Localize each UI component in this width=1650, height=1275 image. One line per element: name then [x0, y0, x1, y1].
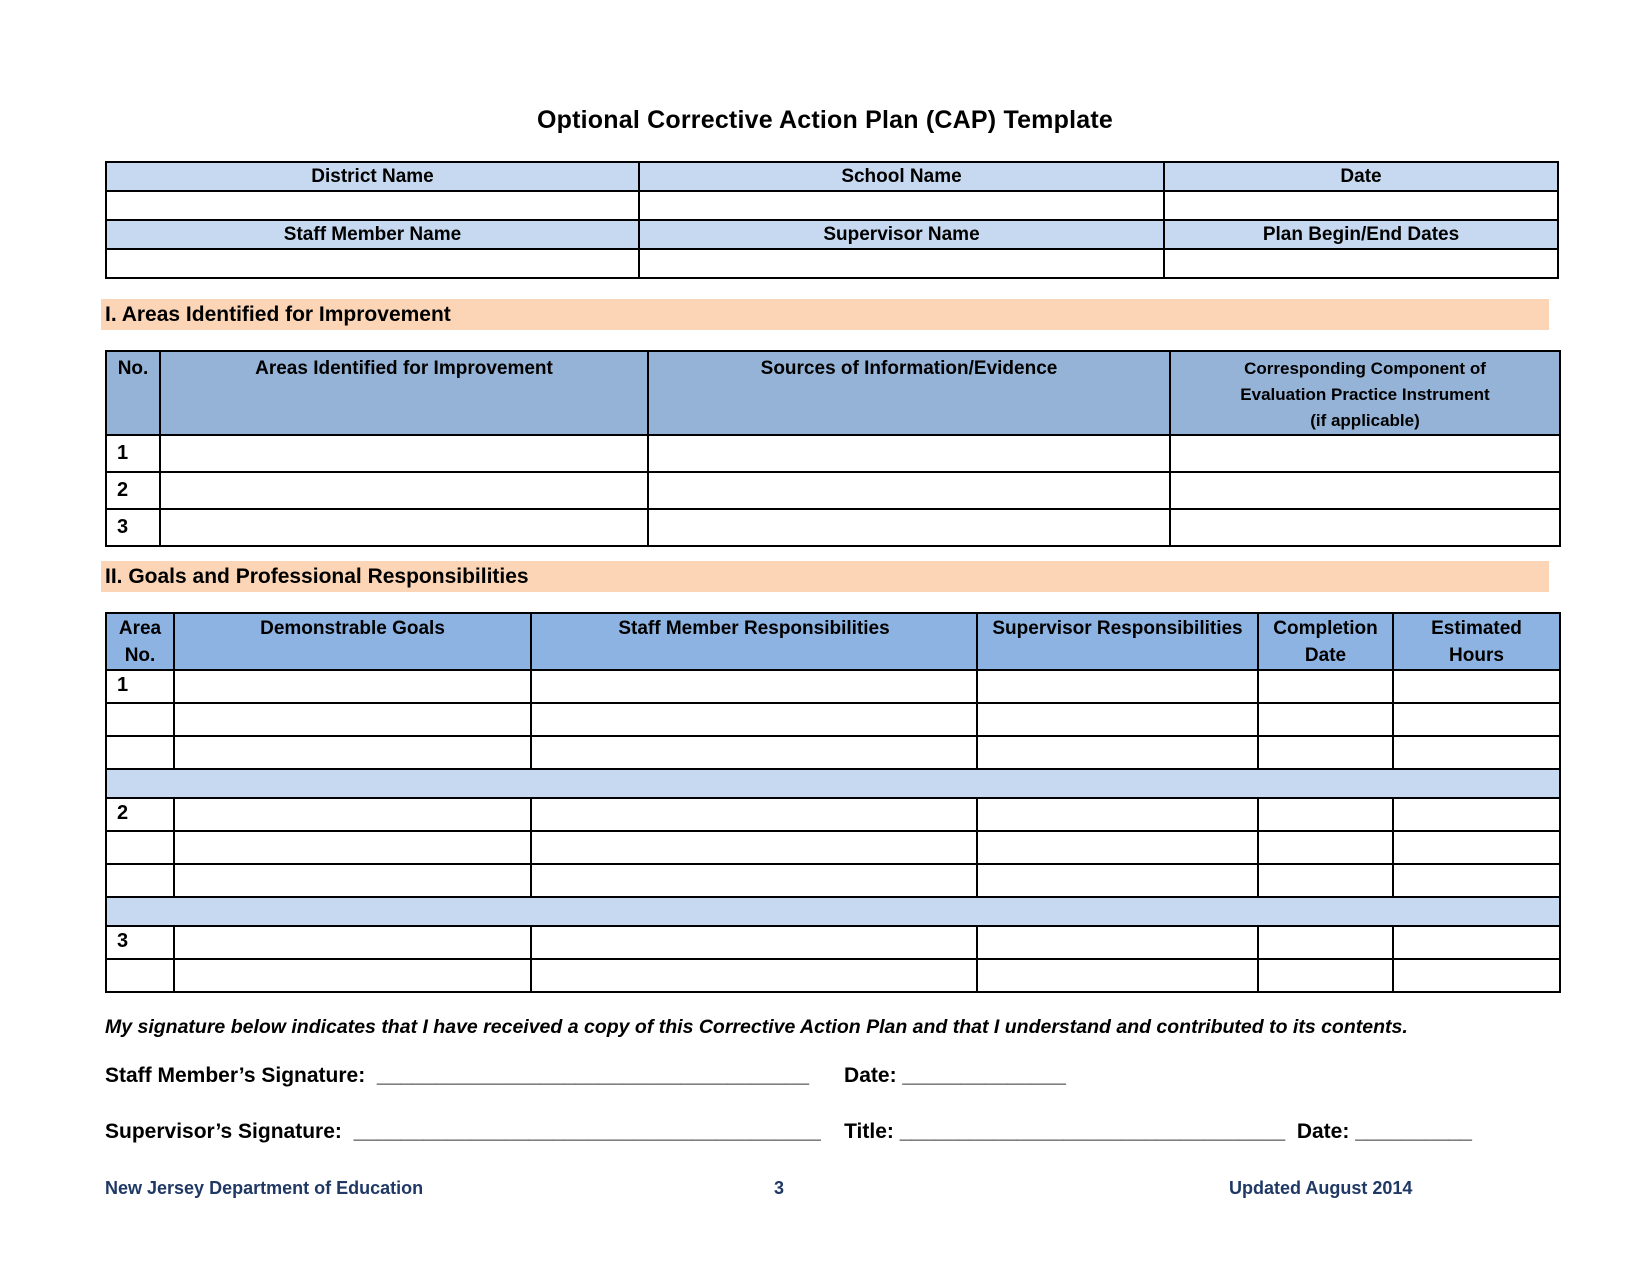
staff-responsibility-cell[interactable] [531, 926, 977, 959]
estimated-hours-column-header [1393, 613, 1560, 670]
goals-header-row [106, 613, 1560, 670]
area-no-column-header [106, 613, 174, 670]
info-header-row-1 [106, 162, 1558, 191]
date-field[interactable] [1164, 191, 1558, 220]
area-cell[interactable] [160, 472, 648, 509]
estimated-hours-cell[interactable] [1393, 798, 1560, 831]
row-number: 2 [106, 472, 160, 509]
goal-cell[interactable] [174, 926, 531, 959]
date-header: Date [1164, 162, 1558, 191]
staff-responsibility-cell[interactable] [531, 798, 977, 831]
area-no-line-1: Area [118, 618, 162, 639]
supervisor-responsibility-cell[interactable] [977, 736, 1258, 769]
component-cell[interactable] [1170, 472, 1560, 509]
area-no-line-2: No. [124, 645, 156, 666]
supervisor-signature-field[interactable]: ________________________________________ [353, 1120, 821, 1143]
staff-responsibility-cell[interactable] [531, 864, 977, 897]
supervisor-date-field[interactable]: __________ [1355, 1120, 1472, 1143]
completion-date-cell[interactable] [1258, 959, 1393, 992]
section-1-heading: I. Areas Identified for Improvement [101, 299, 1549, 330]
hours-line-2: Hours [1449, 645, 1504, 666]
area-separator-band [106, 769, 1560, 798]
component-header-line-1: Corresponding Component of [1244, 359, 1486, 378]
areas-table [105, 350, 1561, 547]
staff-date-field[interactable]: ______________ [902, 1064, 1066, 1087]
row-number: 1 [106, 435, 160, 472]
table-row [106, 703, 1560, 736]
estimated-hours-cell[interactable] [1393, 864, 1560, 897]
supervisor-signature-line [105, 1120, 1472, 1144]
info-value-row-1 [106, 191, 1558, 220]
section-2-heading: II. Goals and Professional Responsibilities [101, 561, 1549, 592]
supervisor-name-field[interactable] [639, 249, 1164, 278]
title-field[interactable]: _________________________________ [899, 1120, 1286, 1143]
goal-cell[interactable] [174, 736, 531, 769]
goal-cell[interactable] [174, 703, 531, 736]
school-name-header: School Name [639, 162, 1164, 191]
staff-responsibility-cell[interactable] [531, 670, 977, 703]
staff-member-name-header: Staff Member Name [106, 220, 639, 249]
area-cell[interactable] [160, 435, 648, 472]
school-name-field[interactable] [639, 191, 1164, 220]
supervisor-responsibility-cell[interactable] [977, 831, 1258, 864]
supervisor-date-label: Date: [1296, 1120, 1350, 1143]
area-number-cell [106, 831, 174, 864]
completion-date-cell[interactable] [1258, 798, 1393, 831]
goal-cell[interactable] [174, 959, 531, 992]
component-header-line-3: (if applicable) [1310, 411, 1420, 430]
supervisor-responsibility-cell[interactable] [977, 959, 1258, 992]
staff-signature-line [105, 1064, 1066, 1088]
areas-header-row [106, 351, 1560, 435]
district-name-header: District Name [106, 162, 639, 191]
staff-responsibility-cell[interactable] [531, 959, 977, 992]
sources-column-header: Sources of Information/Evidence [648, 351, 1170, 435]
component-column-header [1170, 351, 1560, 435]
hours-line-1: Estimated [1431, 618, 1522, 639]
area-number-cell [106, 959, 174, 992]
table-row [106, 959, 1560, 992]
estimated-hours-cell[interactable] [1393, 926, 1560, 959]
goal-cell[interactable] [174, 831, 531, 864]
completion-date-cell[interactable] [1258, 864, 1393, 897]
info-table [105, 161, 1559, 279]
sources-cell[interactable] [648, 435, 1170, 472]
area-number-cell [106, 864, 174, 897]
area-number-cell: 1 [106, 670, 174, 703]
area-separator-band [106, 897, 1560, 926]
info-value-row-2 [106, 249, 1558, 278]
footer-updated-date: Updated August 2014 [1229, 1178, 1413, 1198]
supervisor-responsibilities-column-header: Supervisor Responsibilities [977, 613, 1258, 670]
table-row [106, 472, 1560, 509]
estimated-hours-cell[interactable] [1393, 736, 1560, 769]
supervisor-responsibility-cell[interactable] [977, 670, 1258, 703]
area-separator-row [106, 769, 1560, 798]
areas-column-header: Areas Identified for Improvement [160, 351, 648, 435]
staff-signature-label: Staff Member’s Signature: [105, 1064, 366, 1087]
estimated-hours-cell[interactable] [1393, 703, 1560, 736]
staff-responsibility-cell[interactable] [531, 703, 977, 736]
supervisor-responsibility-cell[interactable] [977, 926, 1258, 959]
page-title: Optional Corrective Action Plan (CAP) Template [537, 106, 1113, 134]
goals-column-header: Demonstrable Goals [174, 613, 531, 670]
table-row [106, 864, 1560, 897]
table-row [106, 798, 1560, 831]
completion-line-1: Completion [1273, 618, 1378, 639]
completion-date-cell[interactable] [1258, 831, 1393, 864]
table-row [106, 670, 1560, 703]
area-cell[interactable] [160, 509, 648, 546]
area-number-cell: 3 [106, 926, 174, 959]
estimated-hours-cell[interactable] [1393, 831, 1560, 864]
staff-responsibilities-column-header: Staff Member Responsibilities [531, 613, 977, 670]
row-number: 3 [106, 509, 160, 546]
component-header-line-2: Evaluation Practice Instrument [1240, 385, 1490, 404]
goal-cell[interactable] [174, 864, 531, 897]
no-column-header: No. [106, 351, 160, 435]
info-header-row-2 [106, 220, 1558, 249]
goals-table [105, 612, 1561, 993]
sources-cell[interactable] [648, 509, 1170, 546]
table-row [106, 926, 1560, 959]
goal-cell[interactable] [174, 670, 531, 703]
staff-responsibility-cell[interactable] [531, 831, 977, 864]
area-number-cell [106, 703, 174, 736]
completion-date-cell[interactable] [1258, 736, 1393, 769]
completion-date-cell[interactable] [1258, 670, 1393, 703]
component-cell[interactable] [1170, 435, 1560, 472]
plan-dates-header: Plan Begin/End Dates [1164, 220, 1558, 249]
supervisor-responsibility-cell[interactable] [977, 864, 1258, 897]
sources-cell[interactable] [648, 472, 1170, 509]
completion-date-cell[interactable] [1258, 703, 1393, 736]
area-number-cell [106, 736, 174, 769]
estimated-hours-cell[interactable] [1393, 670, 1560, 703]
table-row [106, 509, 1560, 546]
signature-statement: My signature below indicates that I have received a copy of this Corrective Action Plan and that I understand and contributed to its contents. [105, 1016, 1408, 1038]
plan-dates-field[interactable] [1164, 249, 1558, 278]
staff-signature-field[interactable]: _____________________________________ [376, 1064, 810, 1087]
area-number-cell: 2 [106, 798, 174, 831]
supervisor-responsibility-cell[interactable] [977, 798, 1258, 831]
table-row [106, 435, 1560, 472]
estimated-hours-cell[interactable] [1393, 959, 1560, 992]
supervisor-name-header: Supervisor Name [639, 220, 1164, 249]
district-name-field[interactable] [106, 191, 639, 220]
goal-cell[interactable] [174, 798, 531, 831]
staff-member-name-field[interactable] [106, 249, 639, 278]
supervisor-responsibility-cell[interactable] [977, 703, 1258, 736]
staff-date-label: Date: [844, 1064, 897, 1087]
staff-responsibility-cell[interactable] [531, 736, 977, 769]
component-cell[interactable] [1170, 509, 1560, 546]
page-number: 3 [774, 1178, 785, 1198]
title-label: Title: [844, 1120, 894, 1143]
completion-line-2: Date [1304, 645, 1347, 666]
completion-date-cell[interactable] [1258, 926, 1393, 959]
supervisor-signature-label: Supervisor’s Signature: [105, 1120, 342, 1143]
table-row [106, 736, 1560, 769]
footer-organization: New Jersey Department of Education [105, 1178, 424, 1198]
area-separator-row [106, 897, 1560, 926]
table-row [106, 831, 1560, 864]
completion-date-column-header [1258, 613, 1393, 670]
